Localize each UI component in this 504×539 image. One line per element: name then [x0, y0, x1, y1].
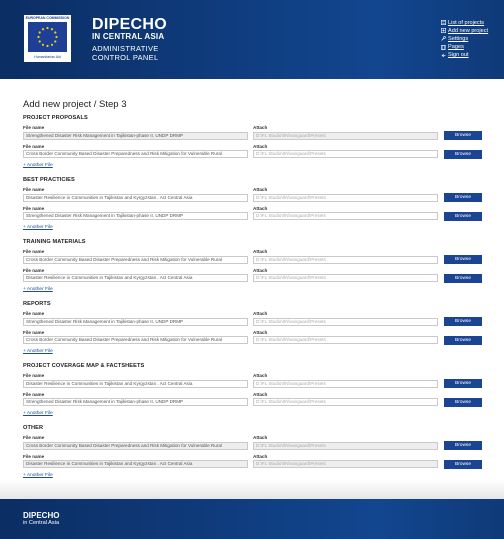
browse-button[interactable]: Browse: [444, 317, 482, 326]
attach-path-input[interactable]: D:\FL Studio\rlN\vanguard\Presets: [253, 442, 438, 450]
footer-subtitle: in Central Asia: [23, 520, 60, 526]
list-icon: [440, 20, 446, 25]
attach-path-input[interactable]: D:\FL Studio\rlN\vanguard\Presets: [253, 336, 438, 344]
file-name-label: File name: [23, 311, 45, 316]
file-name-input[interactable]: Strengthened Disaster Risk Management in Tajikistan-phase II, UNDP DRMP: [23, 398, 248, 406]
attach-path-input[interactable]: D:\FL Studio\rlN\vanguard\Presets: [253, 398, 438, 406]
footer-title: DIPECHO: [23, 511, 60, 520]
attach-label: Attach: [253, 267, 268, 273]
attach-label: Attach: [253, 373, 268, 378]
file-name-label: File name: [23, 249, 45, 254]
nav-label: List of projects: [448, 19, 485, 26]
nav-sign-out[interactable]: [440, 51, 488, 59]
file-name-label: File name: [23, 187, 45, 192]
nav-label: Pages: [448, 44, 464, 51]
page-title: Add new project / Step 3: [23, 99, 127, 110]
site-header: [0, 0, 504, 79]
brand-title: DIPECHO: [92, 16, 167, 33]
section-title: TRAINING MATERIALS: [23, 239, 86, 245]
attach-path-input[interactable]: D:\FL Studio\rlN\vanguard\Presets: [253, 460, 438, 468]
browse-button[interactable]: Browse: [444, 150, 482, 159]
admin-label-line1: ADMINISTRATIVE: [92, 44, 159, 53]
admin-label-line2: CONTROL PANEL: [92, 53, 159, 62]
another-file-link[interactable]: + Another File: [23, 225, 53, 230]
brand-subtitle: IN CENTRAL ASIA: [92, 32, 165, 41]
file-name-input[interactable]: Disaster Resilience in Communities in Tajikistan and Kyrgyzstan . Act Central Asia: [23, 380, 248, 388]
file-name-input[interactable]: Cross Border Community Based Disaster Preparedness and Risk Mitigation for Vulnerable Rural: [23, 150, 248, 158]
file-name-input[interactable]: Disaster Resilience in Communities in Tajikistan and Kyrgyzstan . Act Central Asia: [23, 274, 248, 282]
file-name-label: File name: [23, 435, 45, 440]
section-title: PROJECT COVERAGE MAP & FACTSHEETS: [23, 363, 145, 369]
browse-button[interactable]: Browse: [444, 193, 482, 202]
browse-button[interactable]: Browse: [444, 212, 482, 221]
attach-label: Attach: [253, 187, 268, 192]
browse-button[interactable]: Browse: [444, 274, 482, 283]
browse-button[interactable]: Browse: [444, 131, 482, 140]
attach-path-input[interactable]: D:\FL Studio\rlN\vanguard\Presets: [253, 150, 438, 158]
nav-add-new-project[interactable]: [440, 27, 488, 35]
file-name-label: File name: [23, 267, 45, 273]
file-name-input[interactable]: Cross Border Community Based Disaster Preparedness and Risk Mitigation for Vulnerable Rural: [23, 336, 248, 344]
file-name-label: File name: [23, 329, 45, 335]
eu-label: EUROPEAN COMMISSION: [25, 16, 70, 20]
file-name-input[interactable]: Disaster Resilience in Communities in Tajikistan and Kyrgyzstan . Act Central Asia: [23, 460, 248, 468]
eu-logo: [24, 15, 71, 62]
file-name-input[interactable]: Cross Border Community Based Disaster Preparedness and Risk Mitigation for Vulnerable Rural: [23, 256, 248, 264]
another-file-link[interactable]: + Another File: [23, 411, 53, 416]
attach-label: Attach: [253, 329, 268, 335]
browse-button[interactable]: Browse: [444, 398, 482, 407]
attach-path-input[interactable]: D:\FL Studio\rlN\vanguard\Presets: [253, 318, 438, 326]
file-name-label: File name: [23, 143, 45, 149]
add-icon: [440, 28, 446, 33]
attach-label: Attach: [253, 125, 268, 130]
attach-path-input[interactable]: D:\FL Studio\rlN\vanguard\Presets: [253, 274, 438, 282]
attach-label: Attach: [253, 205, 268, 211]
section-title: PROJECT PROPOSALS: [23, 115, 88, 121]
file-name-input[interactable]: Strengthened Disaster Risk Management in Tajikistan-phase II, UNDP DRMP: [23, 132, 248, 140]
browse-button[interactable]: Browse: [444, 379, 482, 388]
attach-label: Attach: [253, 143, 268, 149]
wrench-icon: [440, 36, 446, 41]
sign-out-icon: [440, 53, 446, 58]
eu-flag-icon: [28, 22, 67, 52]
site-footer: [0, 499, 504, 539]
nav-label: Settings: [448, 35, 469, 42]
another-file-link[interactable]: + Another File: [23, 163, 53, 168]
attach-label: Attach: [253, 249, 268, 254]
file-name-label: File name: [23, 391, 45, 397]
file-name-label: File name: [23, 373, 45, 378]
browse-button[interactable]: Browse: [444, 255, 482, 264]
browse-button[interactable]: Browse: [444, 441, 482, 450]
attach-path-input[interactable]: D:\FL Studio\rlN\vanguard\Presets: [253, 132, 438, 140]
attach-path-input[interactable]: D:\FL Studio\rlN\vanguard\Presets: [253, 194, 438, 202]
attach-label: Attach: [253, 453, 268, 459]
browse-button[interactable]: Browse: [444, 336, 482, 345]
nav-list-of-projects[interactable]: [440, 19, 488, 27]
another-file-link[interactable]: + Another File: [23, 287, 53, 292]
section-title: REPORTS: [23, 301, 51, 307]
file-name-label: File name: [23, 205, 45, 211]
section-title: OTHER: [23, 425, 44, 431]
pages-icon: [440, 45, 446, 50]
eu-sub-label: Humanitarian Aid: [34, 55, 61, 59]
nav-label: Sign out: [448, 52, 469, 59]
file-name-label: File name: [23, 125, 45, 130]
attach-path-input[interactable]: D:\FL Studio\rlN\vanguard\Presets: [253, 380, 438, 388]
file-name-input[interactable]: Cross Border Community Based Disaster Preparedness and Risk Mitigation for Vulnerable Rural: [23, 442, 248, 450]
another-file-link[interactable]: + Another File: [23, 473, 53, 478]
nav-pages[interactable]: [440, 43, 488, 51]
attach-label: Attach: [253, 311, 268, 316]
file-name-input[interactable]: Strengthened Disaster Risk Management in Tajikistan-phase II, UNDP DRMP: [23, 212, 248, 220]
browse-button[interactable]: Browse: [444, 460, 482, 469]
nav-settings[interactable]: [440, 35, 488, 43]
attach-path-input[interactable]: D:\FL Studio\rlN\vanguard\Presets: [253, 256, 438, 264]
file-name-input[interactable]: Strengthened Disaster Risk Management in Tajikistan-phase II, UNDP DRMP: [23, 318, 248, 326]
file-name-label: File name: [23, 453, 45, 459]
top-nav: [440, 19, 488, 59]
another-file-link[interactable]: + Another File: [23, 349, 53, 354]
attach-path-input[interactable]: D:\FL Studio\rlN\vanguard\Presets: [253, 212, 438, 220]
section-title: BEST PRACTICIES: [23, 177, 75, 183]
attach-label: Attach: [253, 391, 268, 397]
nav-label: Add new project: [448, 27, 489, 34]
attach-label: Attach: [253, 435, 268, 440]
bottom-fade: [0, 480, 504, 499]
file-name-input[interactable]: Disaster Resilience in Communities in Tajikistan and Kyrgyzstan . Act Central Asia: [23, 194, 248, 202]
